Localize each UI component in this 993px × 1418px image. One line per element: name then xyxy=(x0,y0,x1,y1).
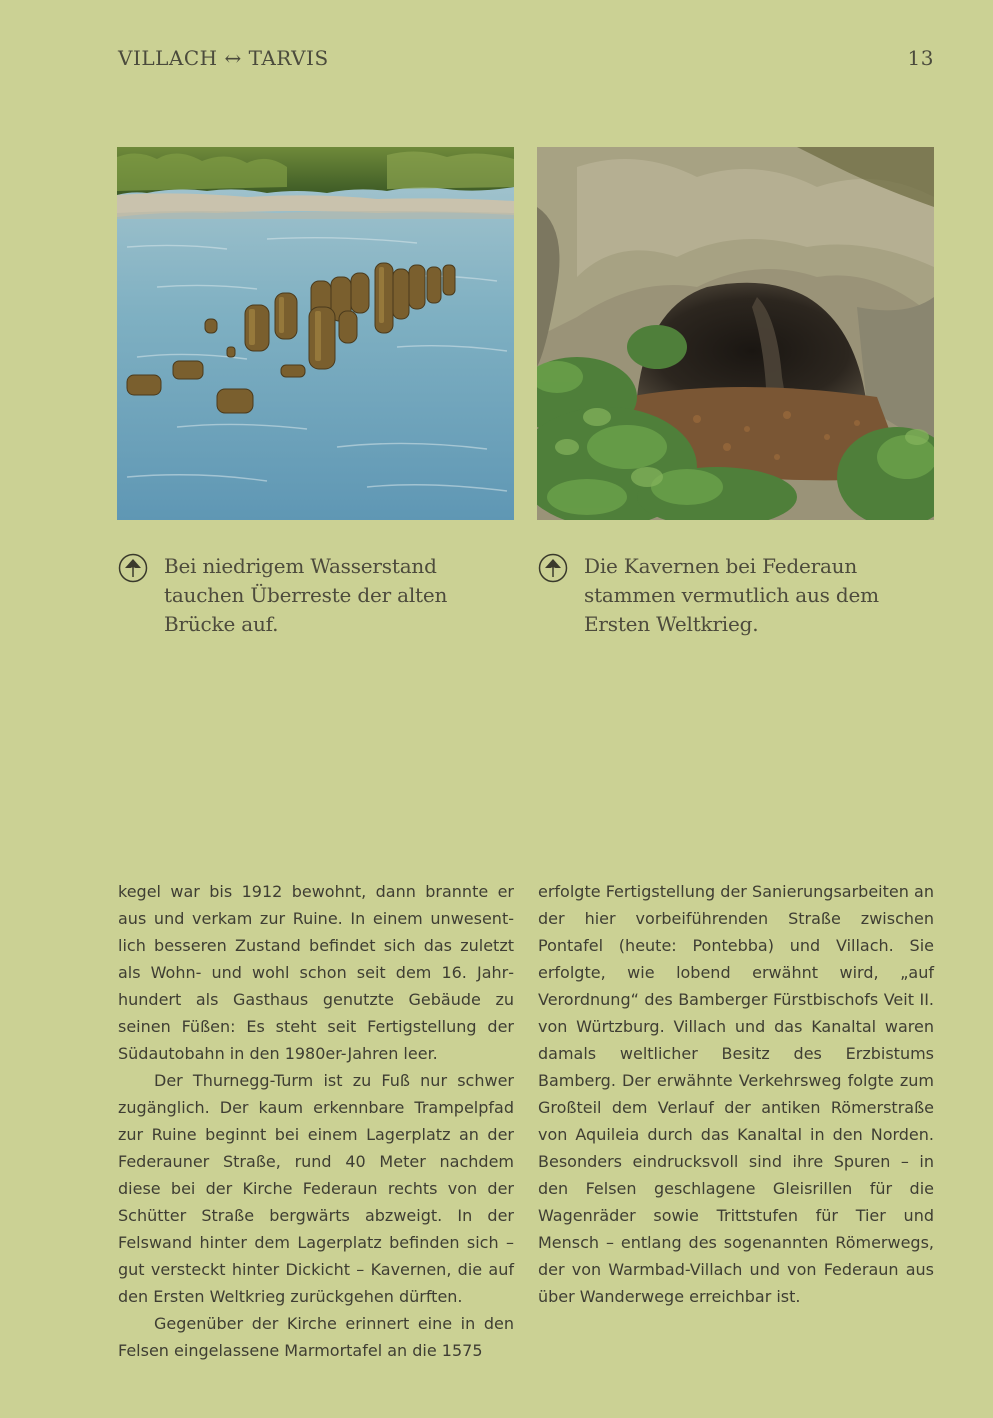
caption-text: Bei niedrigem Wasserstand tauchen Überreste der alten Brücke auf. xyxy=(164,554,448,636)
running-header xyxy=(118,46,934,70)
paragraph: kegel war bis 1912 bewohnt, dann brannte er aus und verkam zur Ruine. In einem unwesentlich besseren Zustand befindet sich das zuletzt als Wohn- und wohl schon seit dem 16. Jahrhundert als Gasthaus genutzte Gebäude zu seinen Füßen: Es steht seit Fertigstellung der Südautobahn in den 1980er-Jahren leer. xyxy=(118,882,514,1063)
paragraph: Gegenüber der Kirche erinnert eine in den Felsen eingelassene Marmortafel an die 1575 xyxy=(118,1314,514,1360)
caption-text: Die Kavernen bei Federaun stammen vermutlich aus dem Ersten Weltkrieg. xyxy=(584,554,879,636)
arrow-up-circle-icon xyxy=(118,553,148,583)
photo-cavern-entrance xyxy=(537,147,934,520)
paragraph: erfolgte Fertigstellung der Sanierungsarbeiten an der hier vorbeiführenden Straße zwischen Pontafel (heute: Pontebba) und Villach. Sie erfolgte, wie lobend erwähnt wird, „auf Verordnung“ des Bamberger Fürstbischofs Veit II. von Würtzburg. Villach und das Kanaltal waren damals weltlicher Besitz des Erzbistums Bamberg. Der erwähnte Verkehrsweg folgte zum Großteil dem Verlauf der antiken Römerstraße von Aquileia durch das Kanaltal in den Norden. Besonders eindrucksvoll sind ihre Spuren – in den Felsen geschlagene Gleisrillen für die Wagenräder sowie Trittstufen für Tier und Mensch – entlang des sogenannten Römerwegs, der von Warmbad-Villach und von Federaun aus über Wanderwege erreichbar ist. xyxy=(538,882,934,1306)
river-photo-illustration xyxy=(117,147,514,520)
caption-left xyxy=(118,552,498,639)
body-column-right xyxy=(538,878,934,1310)
photo-river-bridge-remains xyxy=(117,147,514,520)
page-number: 13 xyxy=(907,46,934,70)
paragraph: Der Thurnegg-Turm ist zu Fuß nur schwer zugänglich. Der kaum erkennbare Trampelpfad zur Ruine beginnt bei einem Lagerplatz an der Federauner Straße, rund 40 Meter nachdem diese bei der Kirche Federaun rechts von der Schütter Straße bergwärts abzweigt. In der Felswand hinter dem Lagerplatz befinden sich – gut versteckt hinter Dickicht – Kavernen, die auf den Ersten Weltkrieg zurückgehen dürften. xyxy=(118,1071,514,1306)
running-title: VILLACH ↔ TARVIS xyxy=(118,46,329,70)
body-column-left xyxy=(118,878,514,1364)
cavern-photo-illustration xyxy=(537,147,934,520)
caption-right xyxy=(538,552,918,639)
arrow-up-circle-icon xyxy=(538,553,568,583)
